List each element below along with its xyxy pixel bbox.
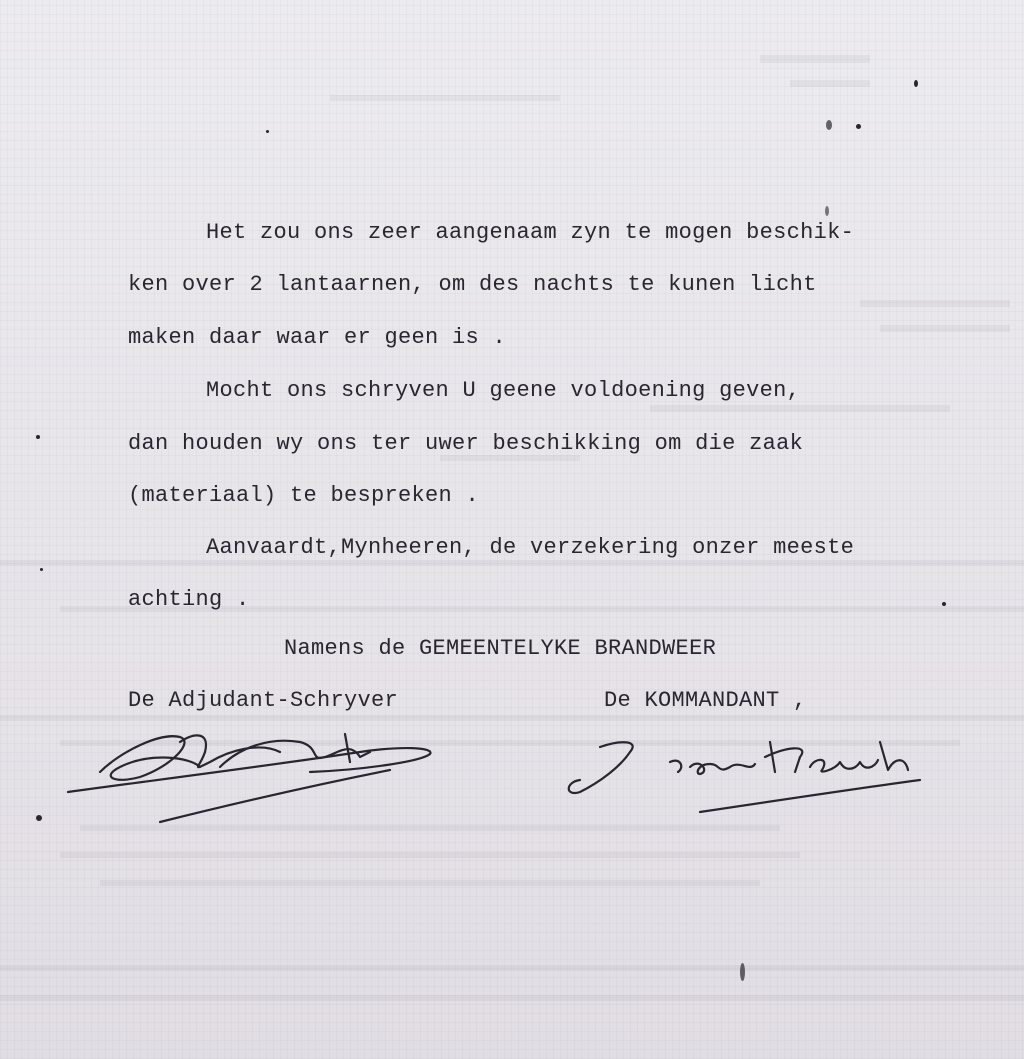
ink-speck	[266, 130, 269, 133]
ink-speck	[826, 120, 832, 130]
ink-speck	[740, 963, 745, 981]
ink-speck	[914, 80, 918, 87]
ink-speck	[40, 568, 43, 571]
right-signatory-title: De KOMMANDANT ,	[604, 688, 807, 713]
closing-line-2: achting .	[128, 587, 250, 612]
on-behalf-line: Namens de GEMEENTELYKE BRANDWEER	[284, 636, 717, 661]
left-signature	[60, 712, 450, 832]
ink-speck	[825, 206, 829, 216]
closing-line-1: Aanvaardt,Mynheeren, de verzekering onzer meeste	[206, 535, 855, 560]
left-signatory-title: De Adjudant-Schryver	[128, 688, 399, 713]
ink-speck	[942, 602, 946, 606]
paragraph-1-line-2: ken over 2 lantaarnen, om des nachts te kunen licht	[128, 272, 817, 297]
ink-speck	[36, 435, 40, 439]
paragraph-2-line-1: Mocht ons schryven U geene voldoening geven,	[206, 378, 801, 403]
paragraph-2-line-3: (materiaal) te bespreken .	[128, 483, 480, 508]
right-signature	[560, 722, 960, 822]
paragraph-1-line-1: Het zou ons zeer aangenaam zyn te mogen beschik-	[206, 220, 855, 245]
ink-speck	[36, 815, 42, 821]
paragraph-2-line-2: dan houden wy ons ter uwer beschikking om die zaak	[128, 431, 804, 456]
paragraph-1-line-3: maken daar waar er geen is .	[128, 325, 507, 350]
ink-speck	[856, 124, 861, 129]
